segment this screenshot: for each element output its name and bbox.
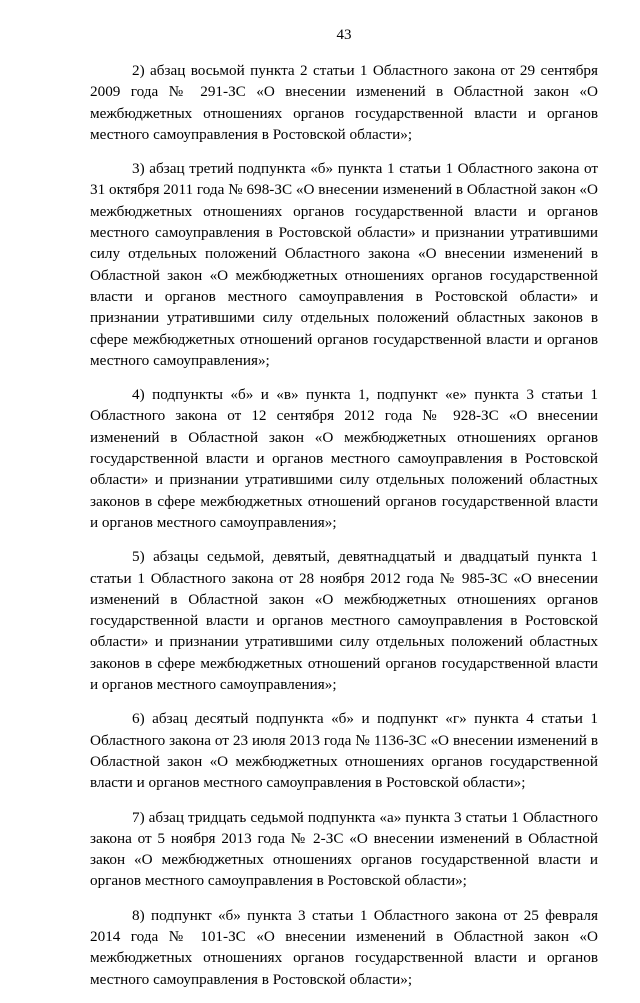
paragraph-item-5: 5) абзацы седьмой, девятый, девятнадцатый и двадцатый пункта 1 статьи 1 Областного закона от 28 ноября 2012 года № 985-ЗС «О внесении изменений в Областной закон «О межбюджетных отношениях органов государственной власти и органов местного самоуправления в Ростовской области» и признании утратившими силу отдельных положений областных законов в сфере межбюджетных отношений органов государственной власти и органов местного самоуправления»;	[90, 548, 598, 694]
document-body	[90, 60, 598, 1003]
paragraph-item-4: 4) подпункты «б» и «в» пункта 1, подпункт «е» пункта 3 статьи 1 Областного закона от 12 сентября 2012 года № 928-ЗС «О внесении изменений в Областной закон «О межбюджетных отношениях органов государственной власти и органов местного самоуправления в Ростовской области» и признании утратившими силу отдельных положений областных законов в сфере межбюджетных отношений органов государственной власти и органов местного самоуправления»;	[90, 386, 598, 531]
paragraph-item-3: 3) абзац третий подпункта «б» пункта 1 статьи 1 Областного закона от 31 октября 2011 года № 698-ЗС «О внесении изменений в Областной закон «О межбюджетных отношениях органов государственной власти и органов местного самоуправления в Ростовской области» и признании утратившими силу отдельных положений Областного закона «О внесении изменений в Областной закон «О межбюджетных отношениях органов государственной власти и органов местного самоуправления в Ростовской области» и признании утратившими силу отдельных положений областных законов в сфере межбюджетных отношений органов государственной власти и органов местного самоуправления»;	[90, 160, 598, 369]
paragraph-item-6: 6) абзац десятый подпункта «б» и подпункт «г» пункта 4 статьи 1 Областного закона от 23 июля 2013 года № 1136-ЗС «О внесении изменений в Областной закон «О межбюджетных отношениях органов государственной власти и органов местного самоуправления в Ростовской области»;	[90, 710, 598, 792]
paragraph-item-2: 2) абзац восьмой пункта 2 статьи 1 Областного закона от 29 сентября 2009 года № 291-ЗС «О внесении изменений в Областной закон «О межбюджетных отношениях органов государственной власти и органов местного самоуправления в Ростовской области»;	[90, 62, 598, 143]
document-page	[90, 0, 598, 988]
page-number: 43	[336, 27, 352, 43]
paragraph-item-7: 7) абзац тридцать седьмой подпункта «а» пункта 3 статьи 1 Областного закона от 5 ноября 2013 года № 2-ЗС «О внесении изменений в Областной закон «О межбюджетных отношениях органов государственной власти и органов местного самоуправления в Ростовской области»;	[90, 808, 598, 890]
paragraph-item-8: 8) подпункт «б» пункта 3 статьи 1 Областного закона от 25 февраля 2014 года № 101-ЗС «О внесении изменений в Областной закон «О межбюджетных отношениях органов государственной власти и органов местного самоуправления в Ростовской области»;	[90, 906, 598, 988]
